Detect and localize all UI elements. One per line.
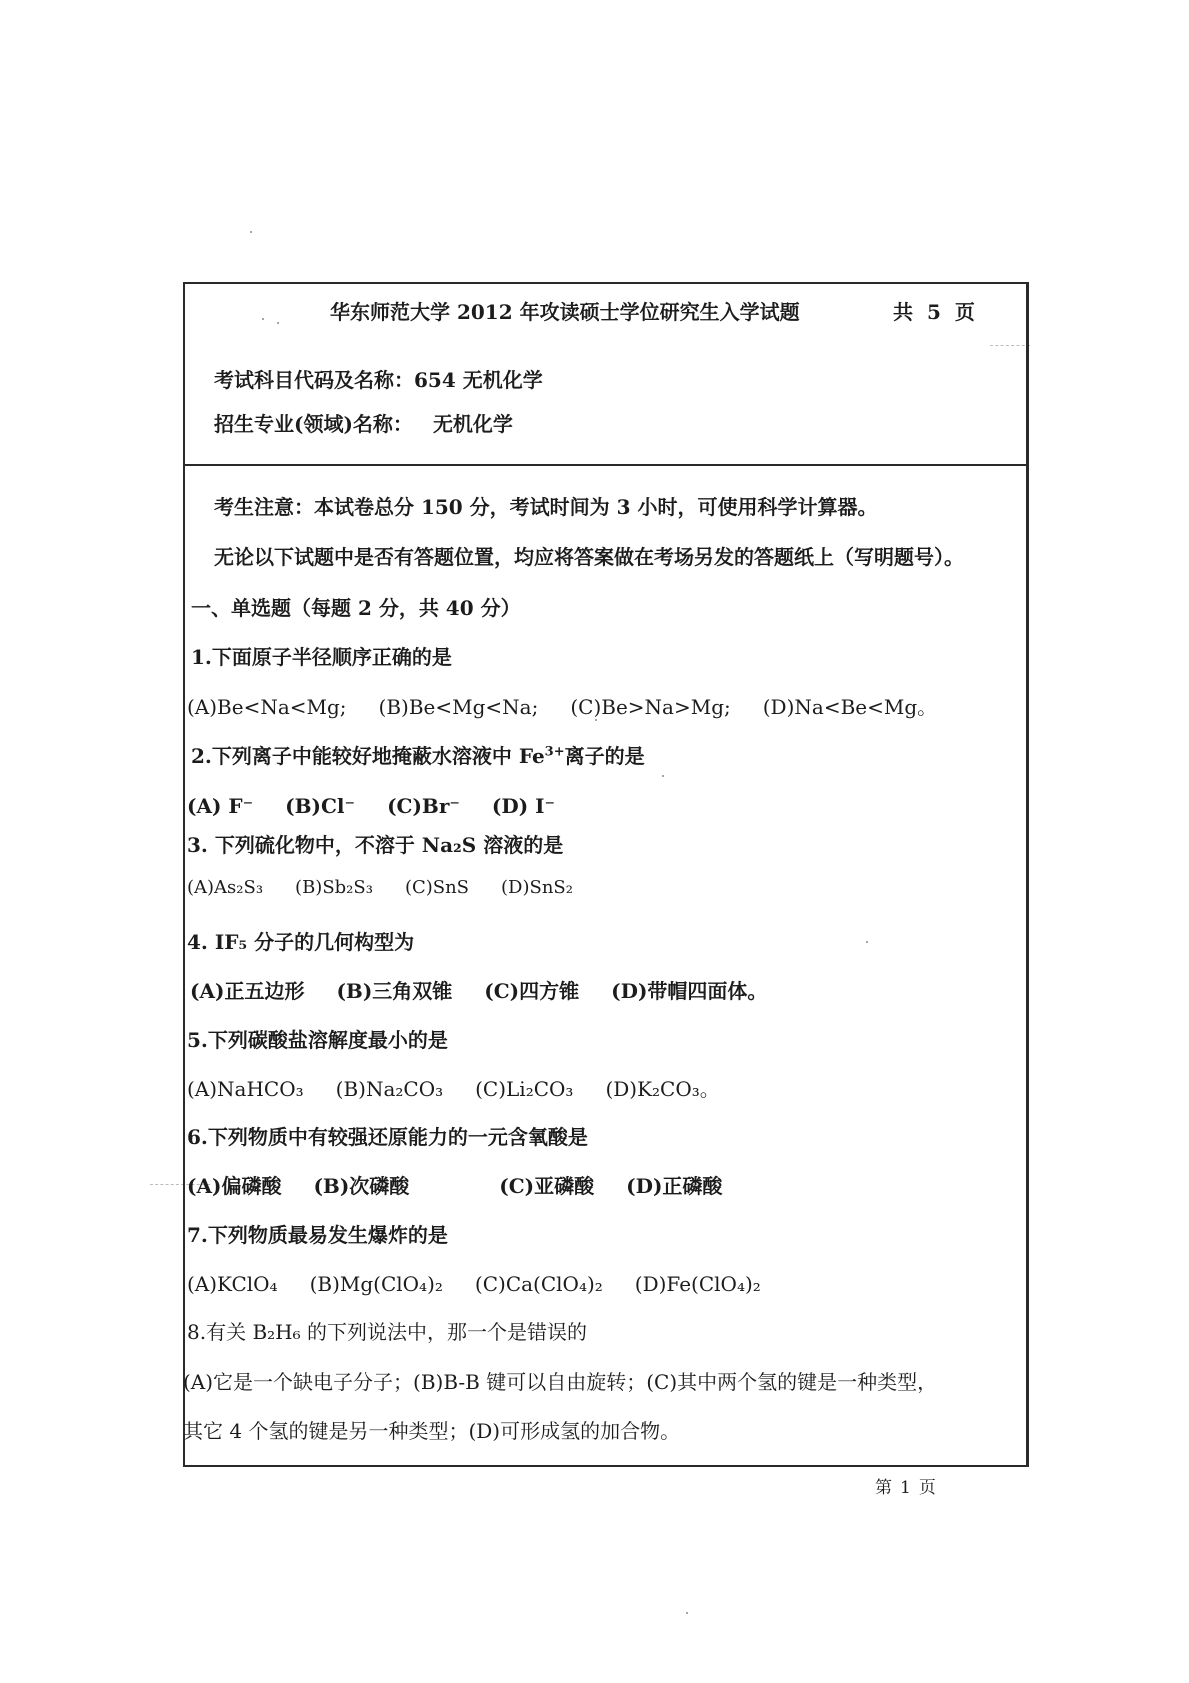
option-d: (D)Fe(ClO₄)₂ <box>634 1272 761 1296</box>
question-3-stem: 3. 下列硫化物中，不溶于 Na₂S 溶液的是 <box>187 833 564 857</box>
question-2-options <box>187 796 587 816</box>
option-a: (A)As₂S₃ <box>187 877 264 898</box>
subject-value: 654 无机化学 <box>414 368 543 392</box>
question-3-options <box>187 879 605 897</box>
question-2-stem-start: 2.下列离子中能较好地掩蔽水溶液中 Fe <box>191 744 545 768</box>
notice-line-1: 考生注意：本试卷总分 150 分，考试时间为 3 小时，可使用科学计算器。 <box>214 495 878 519</box>
option-a: (A)Be<Na<Mg; <box>187 695 347 719</box>
major-value: 无机化学 <box>432 412 513 436</box>
major-row <box>214 414 513 434</box>
question-8-stem: 8.有关 B₂H₆ 的下列说法中，那一个是错误的 <box>187 1320 587 1344</box>
option-a: (A)正五边形 <box>190 979 305 1003</box>
option-b: (B)Be<Mg<Na; <box>378 695 539 719</box>
option-c: (C)Li₂CO₃ <box>475 1077 574 1101</box>
page-number <box>875 1473 936 1498</box>
question-2-stem <box>191 746 645 766</box>
exam-title: 华东师范大学 2012 年攻读硕士学位研究生入学试题 <box>330 300 800 324</box>
total-pages-suffix: 页 <box>954 300 975 324</box>
question-2-stem-end: 离子的是 <box>564 744 645 768</box>
question-8-options-line-2: 其它 4 个氢的键是另一种类型；(D)可形成氢的加合物。 <box>183 1419 681 1443</box>
option-c: (C)Ca(ClO₄)₂ <box>474 1272 603 1296</box>
scan-speck <box>686 1612 688 1614</box>
page-number-value: 1 <box>900 1478 911 1498</box>
option-d: (D)SnS₂ <box>501 877 573 898</box>
page-number-suffix: 页 <box>918 1478 936 1498</box>
question-8-options-line-1: (A)它是一个缺电子分子；(B)B-B 键可以自由旋转；(C)其中两个氢的键是一种类型， <box>183 1370 938 1394</box>
option-b: (B)三角双锥 <box>336 979 453 1003</box>
option-b: (B)Mg(ClO₄)₂ <box>309 1272 443 1296</box>
question-1-stem: 1.下面原子半径顺序正确的是 <box>191 645 452 669</box>
subject-row <box>214 370 543 390</box>
notice-line-2: 无论以下试题中是否有答题位置，均应将答案做在考场另发的答题纸上（写明题号）。 <box>214 545 964 569</box>
option-d: (D)K₂CO₃。 <box>605 1077 720 1101</box>
question-4-options <box>190 981 799 1001</box>
total-pages-prefix: 共 <box>893 300 913 324</box>
question-6-options <box>187 1176 754 1196</box>
major-label: 招生专业(领域)名称： <box>214 412 413 436</box>
question-5-options <box>187 1079 752 1099</box>
total-pages-count: 5 <box>927 300 941 324</box>
total-pages <box>893 302 975 322</box>
option-a: (A) F⁻ <box>187 794 254 818</box>
option-b: (B)Cl⁻ <box>285 794 356 818</box>
option-b: (B)Na₂CO₃ <box>335 1077 444 1101</box>
option-a: (A)NaHCO₃ <box>187 1077 304 1101</box>
scan-speck <box>250 231 252 233</box>
option-c: (C)四方锥 <box>484 979 580 1003</box>
header-divider <box>183 464 1029 466</box>
question-7-stem: 7.下列物质最易发生爆炸的是 <box>187 1223 448 1247</box>
option-b: (B)Sb₂S₃ <box>295 877 373 898</box>
question-5-stem: 5.下列碳酸盐溶解度最小的是 <box>187 1028 448 1052</box>
charge-superscript: 3+ <box>544 744 565 760</box>
subject-label: 考试科目代码及名称： <box>214 368 414 392</box>
option-d: (D) I⁻ <box>491 794 556 818</box>
option-b: (B)次磷酸 <box>313 1174 410 1198</box>
option-a: (A)KClO₄ <box>187 1272 278 1296</box>
option-c: (C)亚磷酸 <box>499 1174 595 1198</box>
option-c: (C)SnS <box>404 877 470 898</box>
option-c: (C)Br⁻ <box>387 794 460 818</box>
question-1-options <box>187 697 969 717</box>
question-4-stem: 4. IF₅ 分子的几何构型为 <box>187 930 415 954</box>
option-d: (D)正磷酸 <box>626 1174 723 1198</box>
page-number-prefix: 第 <box>875 1478 892 1498</box>
question-7-options <box>187 1274 793 1294</box>
option-d: (D)Na<Be<Mg。 <box>762 695 938 719</box>
question-6-stem: 6.下列物质中有较强还原能力的一元含氧酸是 <box>187 1125 588 1149</box>
option-a: (A)偏磷酸 <box>187 1174 282 1198</box>
option-d: (D)带帽四面体。 <box>611 979 768 1003</box>
section-title: 一、单选题（每题 2 分，共 40 分） <box>191 596 521 620</box>
option-c: (C)Be>Na>Mg; <box>570 695 731 719</box>
